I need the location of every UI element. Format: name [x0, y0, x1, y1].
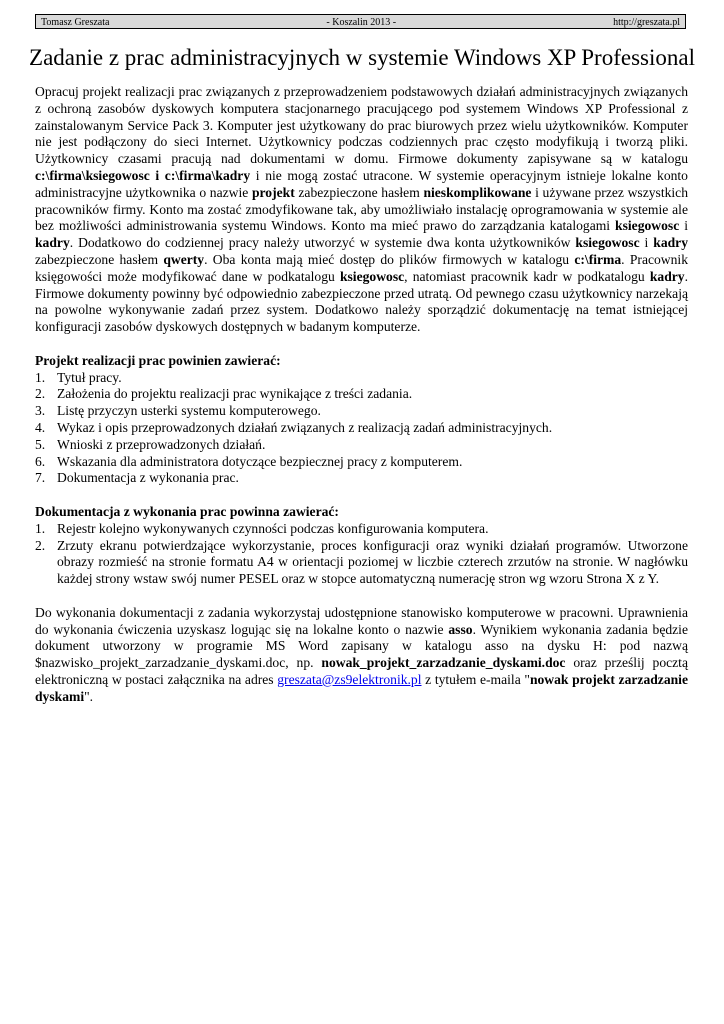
list-item: 1. Tytuł pracy. [35, 369, 122, 385]
list-item: 4. Wykaz i opis przeprowadzonych działań związanych z realizacją zadań administracyjnych. [35, 419, 553, 435]
list-item: 5. Wnioski z przeprowadzonych działań. [35, 436, 266, 452]
list-item: 6. Wskazania dla administratora dotyczące bezpiecznej pracy z komputerem. [35, 453, 463, 469]
final-paragraph: Do wykonania dokumentacji z zadania wykorzystaj udostępnione stanowisko komputerowe w pracowni. Uprawnienia do wykonania ćwiczenia uzyskasz logując się na lokalne konto o nazwie asso. Wynikiem wykonania zadania będzie dokument utworzony w programie MS Word zapisany w katalogu asso na dysku H: pod nazwą $nazwisko_projekt_zarzadzanie_dyskami.doc, np. nowak_projekt_zarzadzanie_dyskami.doc oraz prześlij pocztą elektroniczną w postaci załącznika na adres greszata@zs9elektronik.pl z tytułem e-maila "nowak projekt zarzadzanie dyskami". [35, 604, 688, 704]
page-title: Zadanie z prac administracyjnych w systemie Windows XP Professional [29, 45, 695, 70]
list-item: 2. Zrzuty ekranu potwierdzające wykorzystanie, proces konfiguracji oraz wyniki działań programów. Utworzone obrazy rozmieść na stronie formatu A4 w orientacji poziomej w liczbie czterech zrzutów na stronie. W nagłówku każdej strony wstaw swój numer PESEL oraz w stopce automatyczną numerację stron wg wzoru Strona X z Y. [35, 537, 688, 587]
list-item: 7. Dokumentacja z wykonania prac. [35, 470, 239, 486]
list-item: 1. Rejestr kolejno wykonywanych czynności podczas konfigurowania komputera. [35, 520, 489, 536]
intro-paragraph: Opracuj projekt realizacji prac związanych z przeprowadzeniem podstawowych działań administracyjnych związanych z ochroną zasobów dyskowych komputera stacjonarnego pracującego pod systemem Windows XP Professional z zainstalowanym Service Pack 3. Komputer jest użytkowany do prac biurowych przez wielu użytkowników. Komputer nie jest podłączony do sieci Internet. Użytkownicy podczas codziennych prac często modyfikują i tworzą pliki. Użytkownicy czasami pracują nad dokumentami w domu. Firmowe dokumenty zapisywane są w katalogu c:\firma\ksiegowosc i c:\firma\kadry i nie mogą zostać utracone. W systemie operacyjnym istnieje lokalne konto administracyjne użytkownika o nazwie projekt zabezpieczone hasłem nieskomplikowane i używane przez wszystkich pracowników firmy. Konto ma zostać zmodyfikowane tak, aby umożliwiało instalację oprogramowania w systemie ale bez możliwości administrowania systemu Windows. Konto ma mieć prawo do zarządzania katalogami ksiegowosc i kadry. Dodatkowo do codziennej pracy należy utworzyć w systemie dwa konta użytkowników ksiegowosc i kadry zabezpieczone hasłem qwerty. Oba konta mają mieć dostęp do plików firmowych w katalogu c:\firma. Pracownik księgowości może modyfikować dane w podkatalogu ksiegowosc, natomiast pracownik kadr w podkatalogu kadry. Firmowe dokumenty powinny być odpowiednio zabezpieczone przed utratą. Od pewnego czasu użytkownicy narzekają na powolne wykonywanie zadań przez system. Dodatkowo należy sporządzić dokumentację na temat istniejącej konfiguracji zasobów dyskowych dostępnych w badanym komputerze. [35, 84, 689, 335]
header-location: - Koszalin 2013 - [326, 17, 397, 28]
docs-heading: Dokumentacja z wykonania prac powinna zawierać: [35, 503, 339, 519]
list-item: 2. Założenia do projektu realizacji prac wynikające z treści zadania. [35, 386, 413, 402]
list-item: 3. Listę przyczyn usterki systemu komputerowego. [35, 403, 321, 419]
header-url: http://greszata.pl [613, 17, 680, 28]
email-link[interactable]: greszata@zs9elektronik.pl [277, 671, 422, 687]
docs-list [35, 521, 688, 588]
page-header [35, 14, 686, 29]
document-body [35, 84, 688, 705]
project-heading: Projekt realizacji prac powinien zawierać: [35, 352, 281, 368]
project-list [35, 370, 688, 488]
header-author: Tomasz Greszata [41, 17, 110, 28]
